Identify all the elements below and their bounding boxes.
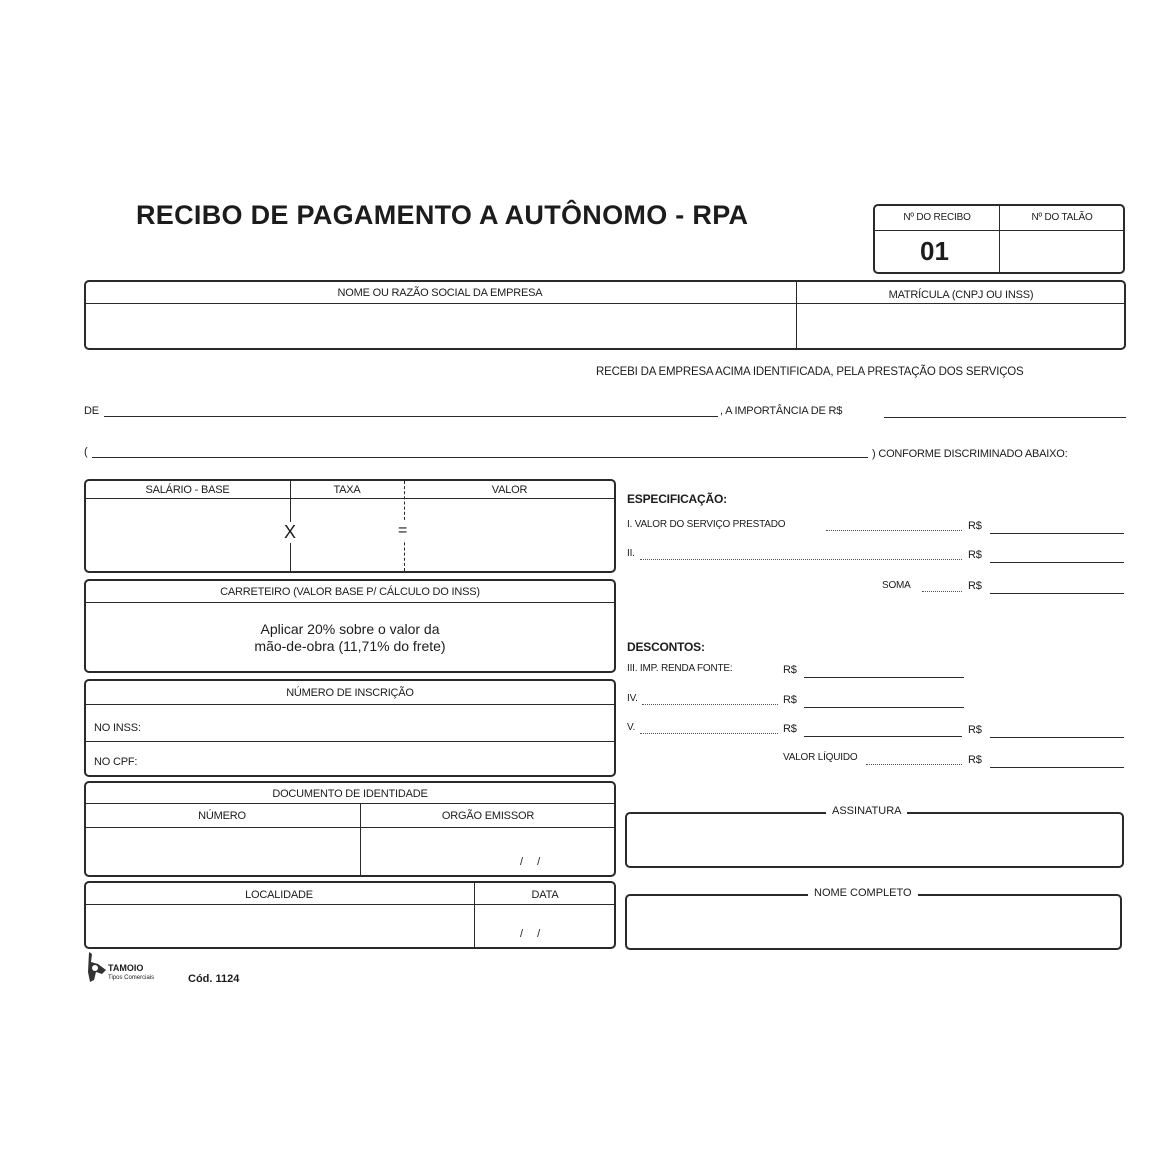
identity-label: DOCUMENTO DE IDENTIDADE [272, 788, 428, 800]
desc-item-3-currency: R$ [783, 664, 797, 676]
desc-item-3-field[interactable] [804, 677, 964, 678]
desc-total-field[interactable] [990, 737, 1124, 738]
statement-conforme: ) CONFORME DISCRIMINADO ABAIXO: [872, 448, 1068, 460]
talao-number-field[interactable] [1002, 233, 1122, 271]
inss-label: NO INSS: [94, 722, 141, 734]
document-title: RECIBO DE PAGAMENTO A AUTÔNOMO - RPA [136, 200, 749, 230]
date-label: DATA [531, 889, 559, 901]
date-slashes: / / [520, 928, 540, 940]
carreteiro-label: CARRETEIRO (VALOR BASE P/ CÁLCULO DO INSS) [220, 586, 480, 598]
issue-date-slashes: / / [520, 856, 540, 868]
desc-item-5-currency: R$ [783, 723, 797, 735]
statement-de: DE [84, 405, 99, 417]
soma-field[interactable] [990, 593, 1124, 594]
brand-name: TAMOIO [108, 963, 144, 973]
valor-liquido-label: VALOR LÍQUIDO [783, 752, 858, 763]
equals-sign: = [398, 522, 408, 539]
company-registration-field[interactable] [800, 306, 1122, 346]
desc-item-5-label: V. [627, 722, 636, 733]
identity-number-label: NÚMERO [198, 810, 246, 822]
soma-currency: R$ [968, 580, 982, 592]
amount-in-words-line[interactable] [92, 457, 868, 458]
spec-item-2-label: II. [627, 548, 635, 559]
salary-base-label: SALÁRIO - BASE [145, 484, 230, 496]
company-name-label: NOME OU RAZÃO SOCIAL DA EMPRESA [337, 287, 543, 299]
issuer-label: ORGÃO EMISSOR [441, 810, 535, 822]
spec-item-1-field[interactable] [990, 533, 1124, 534]
brand-subtitle: Tipos Comerciais [108, 975, 155, 981]
receipt-number: 01 [920, 236, 949, 266]
carreteiro-instruction-1: Aplicar 20% sobre o valor da [260, 621, 440, 637]
full-name-label: NOME COMPLETO [808, 887, 918, 899]
services-description-line[interactable] [104, 416, 718, 417]
descontos-title: DESCONTOS: [627, 640, 705, 654]
rate-label: TAXA [333, 484, 361, 496]
especificacao-title: ESPECIFICAÇÃO: [627, 492, 727, 506]
receipt-number-label: Nº DO RECIBO [903, 212, 971, 223]
desc-item-4-label: IV. [627, 693, 638, 704]
carreteiro-instruction-2: mão-de-obra (11,71% do frete) [254, 638, 446, 654]
multiply-sign: X [284, 522, 297, 542]
location-label: LOCALIDADE [245, 889, 313, 901]
spec-item-2-field[interactable] [990, 562, 1124, 563]
cpf-field[interactable] [160, 744, 610, 774]
statement-open-paren: ( [84, 446, 88, 458]
inss-field[interactable] [160, 708, 610, 738]
desc-item-5-field[interactable] [804, 736, 962, 737]
desc-item-3-label: III. IMP. RENDA FONTE: [627, 663, 733, 674]
desc-total-currency: R$ [968, 724, 982, 736]
desc-item-4-currency: R$ [783, 694, 797, 706]
inscricao-label: NÚMERO DE INSCRIÇÃO [286, 687, 414, 699]
statement-line: RECEBI DA EMPRESA ACIMA IDENTIFICADA, PELA PRESTAÇÃO DOS SERVIÇOS [596, 366, 1024, 378]
value-label: VALOR [491, 484, 528, 496]
issuer-field[interactable] [364, 831, 610, 873]
brand-logo-icon [86, 950, 108, 984]
cpf-label: NO CPF: [94, 756, 138, 768]
spec-item-1-currency: R$ [968, 520, 982, 532]
signature-box[interactable] [625, 812, 1124, 868]
soma-label: SOMA [882, 580, 911, 591]
spec-item-2-currency: R$ [968, 549, 982, 561]
amount-line[interactable] [884, 417, 1126, 418]
company-name-field[interactable] [88, 306, 792, 346]
product-code: Cód. 1124 [188, 973, 240, 985]
spec-item-1-label: I. VALOR DO SERVIÇO PRESTADO [627, 519, 786, 530]
valor-liquido-currency: R$ [968, 754, 982, 766]
company-registration-label: MATRÍCULA (CNPJ OU INSS) [888, 289, 1034, 301]
location-field[interactable] [90, 908, 470, 944]
talao-number-label: Nº DO TALÃO [1031, 212, 1093, 223]
desc-item-4-field[interactable] [804, 707, 964, 708]
full-name-box[interactable] [625, 894, 1122, 950]
statement-importancia: , A IMPORTÂNCIA DE R$ [720, 405, 843, 417]
valor-liquido-field[interactable] [990, 767, 1124, 768]
identity-number-field[interactable] [90, 831, 356, 873]
signature-label: ASSINATURA [826, 805, 907, 817]
